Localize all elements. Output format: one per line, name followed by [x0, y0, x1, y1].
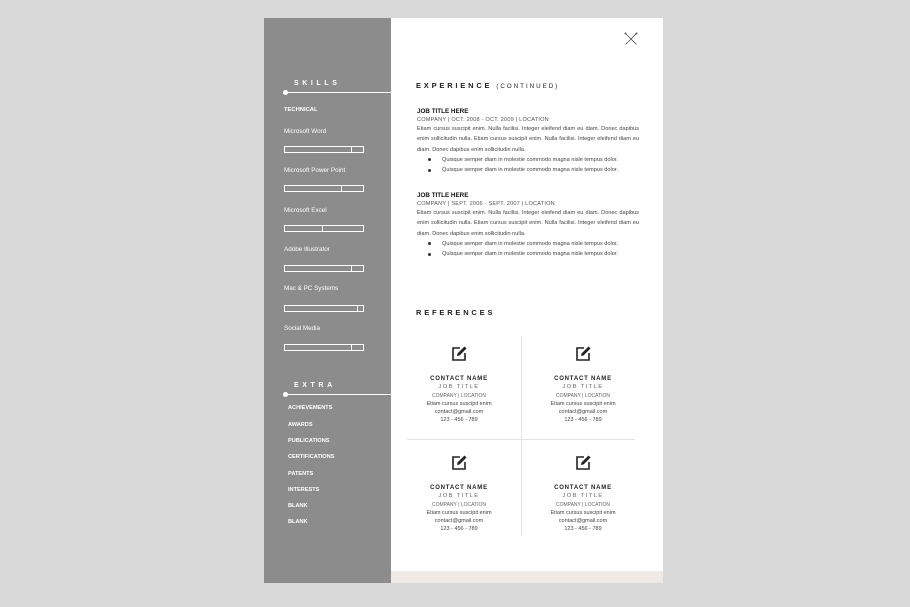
job-title: JOB TITLE HERE [417, 192, 469, 199]
edit-icon [450, 345, 468, 363]
job-entry [417, 192, 639, 259]
close-x-icon[interactable] [624, 32, 638, 46]
edit-icon [450, 454, 468, 472]
experience-heading [416, 81, 559, 90]
skill-name: Microsoft Excel [284, 207, 327, 214]
reference-location: COMPANY | LOCATION [431, 393, 487, 399]
experience-heading-text: EXPERIENCE [416, 81, 493, 90]
references-heading: REFERENCES [416, 308, 496, 317]
job-description: Etiam cursus suscipit enim. Nulla facilisi. Integer eleifend diam eu diam. Donec dapibus enim sollicitudin nulla. Etiam cursus suscipit enim. Nulla facilisi. Integer eleifend diam eu diam. Donec dapibus enim sollicitudin nulla. [417, 126, 639, 153]
reference-card [404, 345, 514, 423]
skill-level-marker [351, 265, 352, 272]
extra-heading: EXTRA [294, 382, 336, 389]
skill-level-marker [322, 225, 323, 232]
divider-line [286, 394, 391, 395]
reference-name: CONTACT NAME [430, 485, 488, 491]
reference-location: COMPANY | LOCATION [555, 502, 611, 508]
extra-item: PATENTS [288, 471, 314, 477]
extra-item: ACHIEVEMENTS [288, 405, 333, 411]
reference-job-title: JOB TITLE [438, 493, 480, 499]
skill-level-bar [284, 265, 364, 272]
reference-card [404, 454, 514, 532]
edit-icon [574, 345, 592, 363]
reference-phone: 123 - 456 - 789 [440, 417, 478, 423]
reference-text: Etiam cursus suscipit enim [426, 401, 492, 407]
job-bullets [417, 239, 639, 260]
reference-text: Etiam cursus suscipit enim [550, 401, 616, 407]
job-bullet: Quisque semper diam in molestie commodo magna nisle tempus dolor. [417, 155, 639, 165]
reference-card [528, 345, 638, 423]
edit-icon [574, 454, 592, 472]
reference-phone: 123 - 456 - 789 [564, 417, 602, 423]
skill-level-bar [284, 344, 364, 351]
skill-level-bar [284, 225, 364, 232]
extra-item: AWARDS [288, 422, 313, 428]
extra-item: CERTIFICATIONS [288, 454, 335, 460]
reference-name: CONTACT NAME [554, 376, 612, 382]
job-meta: COMPANY | OCT. 2008 - OCT. 2009 | LOCATION [417, 117, 549, 123]
skill-name: Mac & PC Systems [284, 285, 339, 292]
reference-job-title: JOB TITLE [562, 493, 604, 499]
job-bullet: Quisque semper diam in molestie commodo magna nisle tempus dolor. [417, 239, 639, 249]
skill-level-bar [284, 185, 364, 192]
job-title: JOB TITLE HERE [417, 108, 469, 115]
skill-level-bar [284, 305, 364, 312]
reference-email[interactable]: contact@gmail.com [434, 518, 484, 524]
extra-item: PUBLICATIONS [288, 438, 330, 444]
skill-level-marker [351, 146, 352, 153]
job-bullet: Quisque semper diam in molestie commodo magna nisle tempus dolor. [417, 165, 639, 175]
skill-name: Social Media [284, 325, 321, 332]
reference-text: Etiam cursus suscipit enim [550, 510, 616, 516]
reference-job-title: JOB TITLE [562, 384, 604, 390]
reference-card [528, 454, 638, 532]
technical-label: TECHNICAL [284, 107, 318, 113]
reference-text: Etiam cursus suscipit enim [426, 510, 492, 516]
skill-level-marker [351, 344, 352, 351]
page-footer-strip [391, 571, 663, 583]
sidebar [264, 18, 391, 583]
job-meta: COMPANY | SEPT. 2006 - SEPT. 2007 | LOCATION [417, 201, 555, 207]
reference-location: COMPANY | LOCATION [431, 502, 487, 508]
reference-job-title: JOB TITLE [438, 384, 480, 390]
skill-name: Microsoft Word [284, 128, 327, 135]
job-description: Etiam cursus suscipit enim. Nulla facilisi. Integer eleifend diam eu diam. Donec dapibus enim sollicitudin nulla. Etiam cursus suscipit enim. Nulla facilisi. Integer eleifend diam eu diam. Donec dapibus enim sollicitudin nulla. [417, 210, 639, 237]
job-entry [417, 108, 639, 175]
skill-level-marker [357, 305, 358, 312]
extra-item: BLANK [288, 519, 308, 525]
references-divider-horizontal [407, 439, 635, 440]
experience-heading-sub: (CONTINUED) [496, 83, 560, 90]
reference-email[interactable]: contact@gmail.com [434, 409, 484, 415]
extra-item: INTERESTS [288, 487, 320, 493]
reference-email[interactable]: contact@gmail.com [558, 409, 608, 415]
extra-item: BLANK [288, 503, 308, 509]
skill-level-marker [341, 185, 342, 192]
skill-name: Microsoft Power Point [284, 167, 346, 174]
reference-phone: 123 - 456 - 789 [440, 526, 478, 532]
reference-name: CONTACT NAME [554, 485, 612, 491]
skills-heading: SKILLS [294, 80, 341, 87]
job-bullets [417, 155, 639, 176]
reference-location: COMPANY | LOCATION [555, 393, 611, 399]
references-divider-vertical [521, 336, 522, 536]
skill-name: Adobe Illustrator [284, 246, 330, 253]
reference-email[interactable]: contact@gmail.com [558, 518, 608, 524]
skill-level-bar [284, 146, 364, 153]
reference-name: CONTACT NAME [430, 376, 488, 382]
divider-line [286, 92, 391, 93]
reference-phone: 123 - 456 - 789 [564, 526, 602, 532]
job-bullet: Quisque semper diam in molestie commodo magna nisle tempus dolor. [417, 249, 639, 259]
